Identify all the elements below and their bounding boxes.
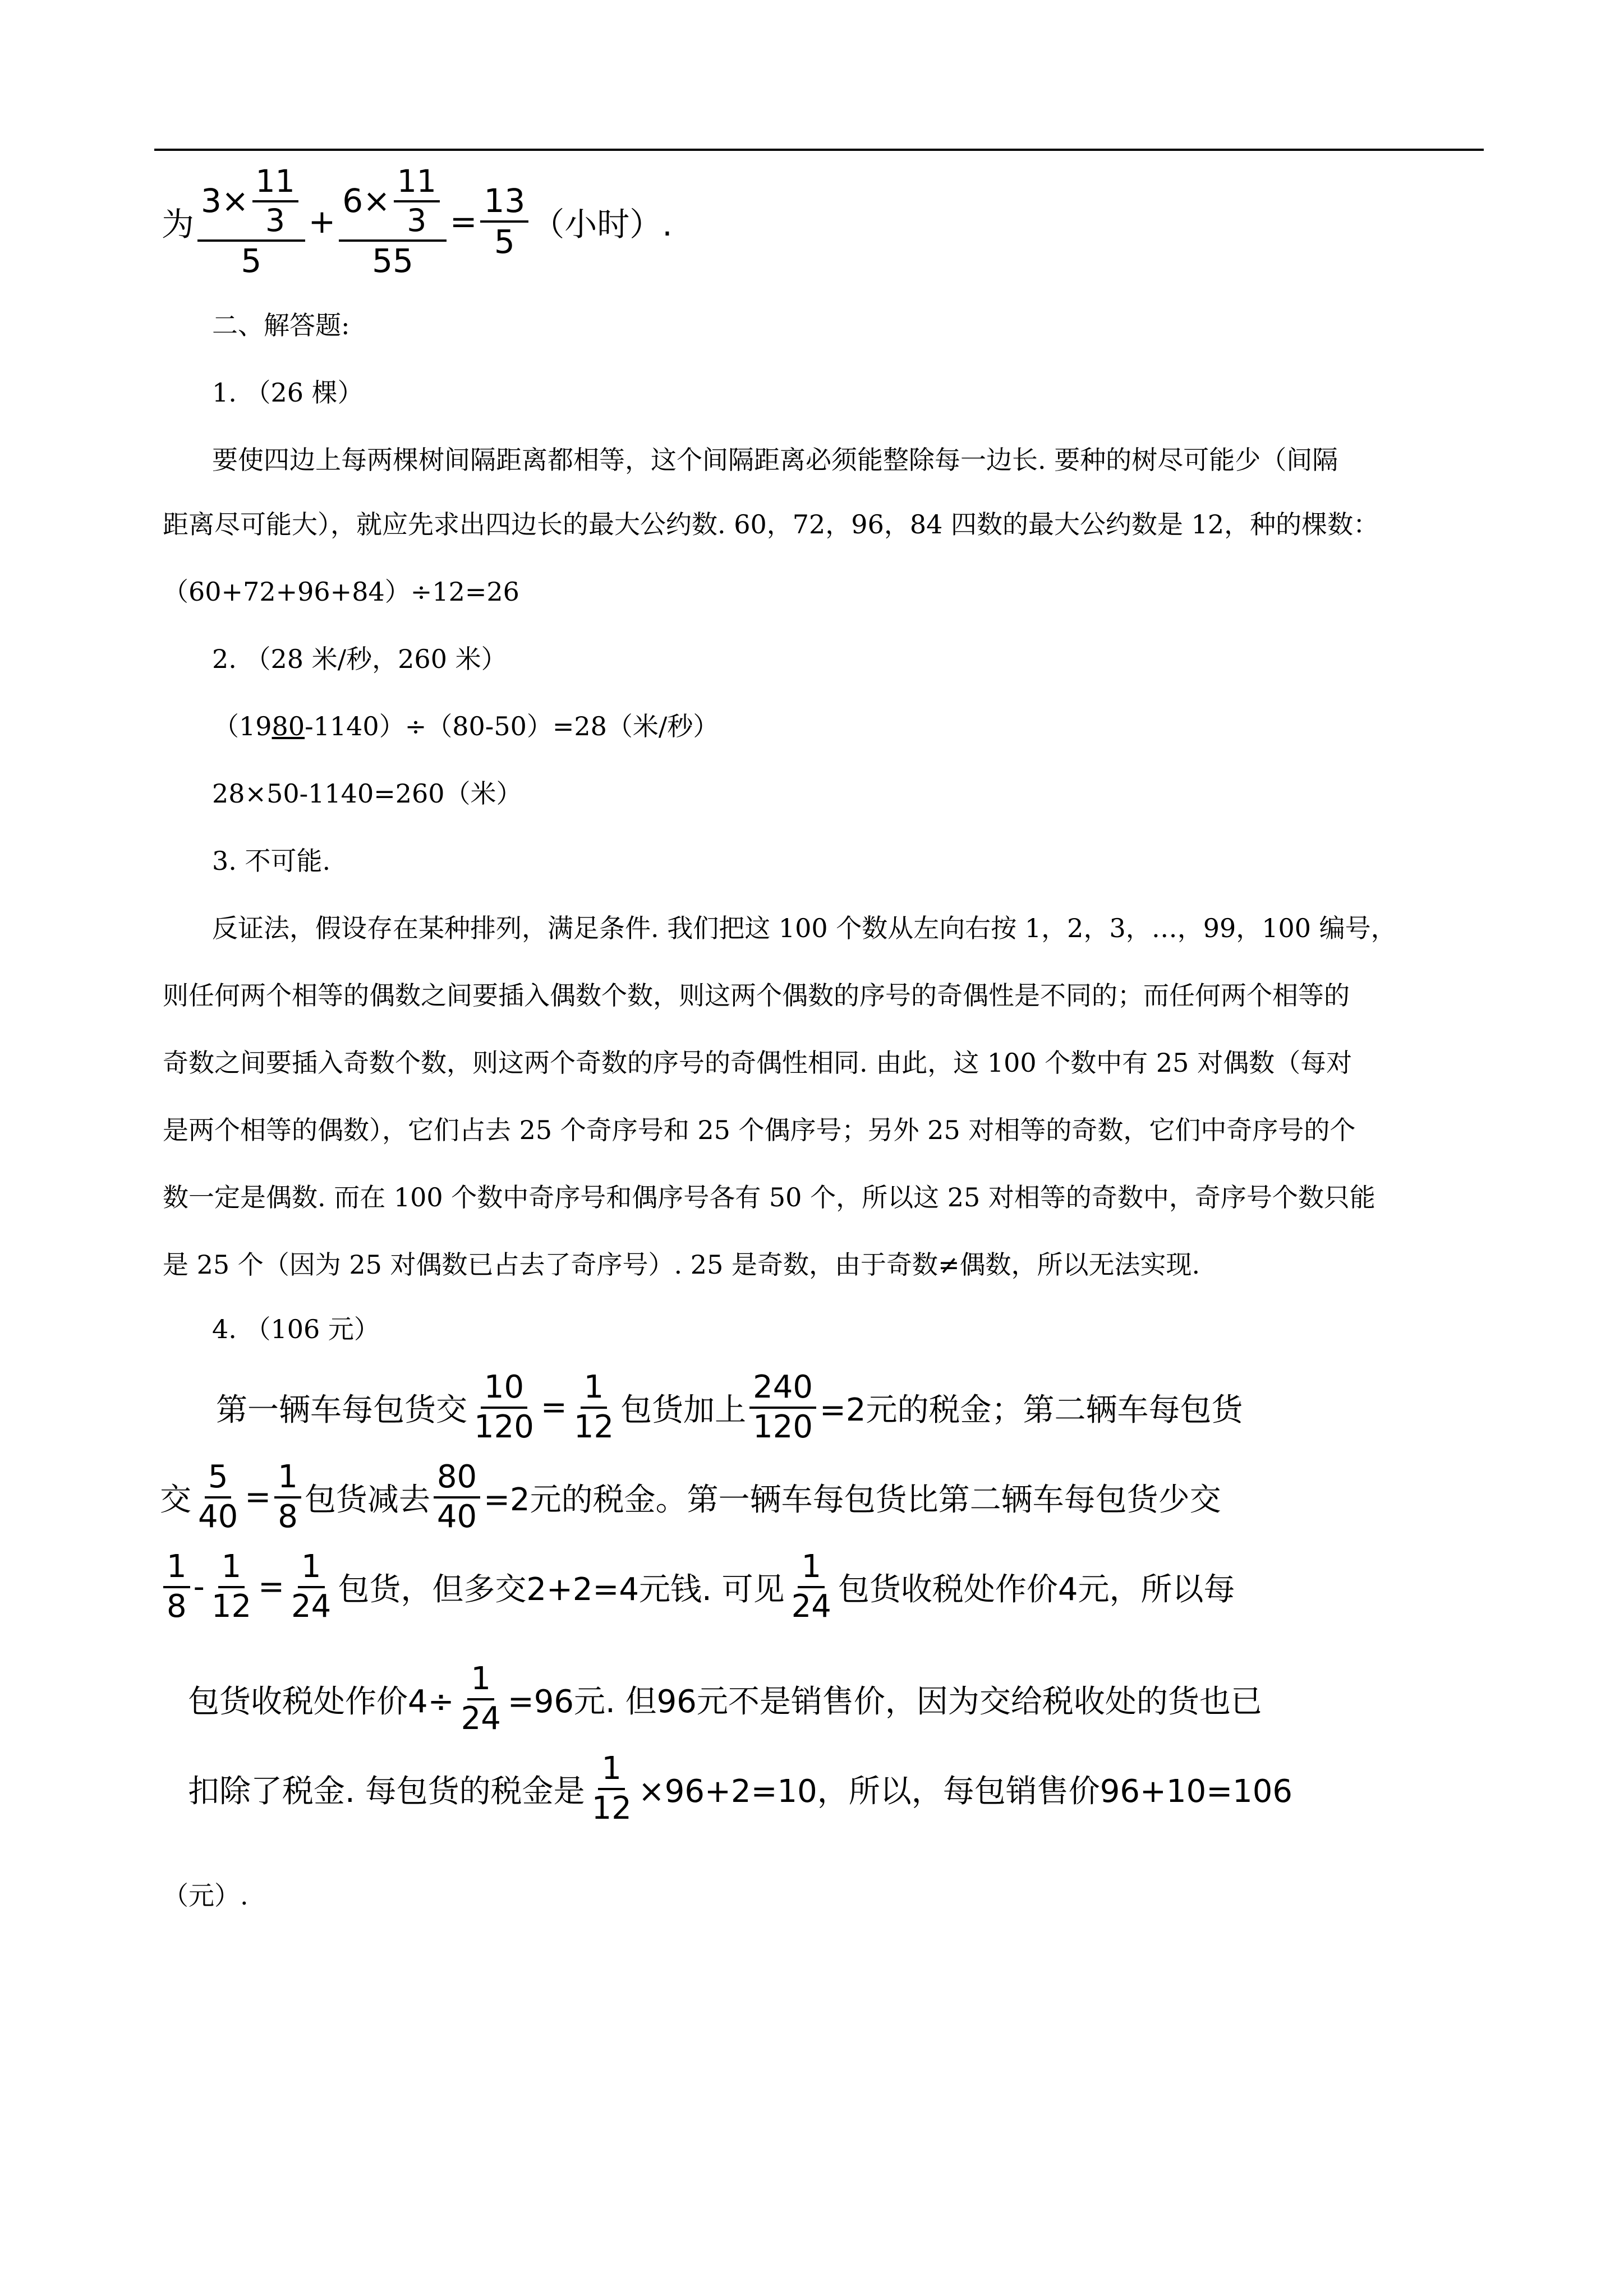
q1-text: （60+72+96+84）÷12=26 [163, 577, 519, 607]
formula-hours: 为 3× $\frac{11}{3}$ 5 + 6× $\frac{11}{3}$ 55 = $\frac{13}{5}$ （小时）. [162, 163, 673, 280]
fraction: $\frac{1}{24}$ [291, 1548, 332, 1625]
fraction: $\frac{80}{40}$ [434, 1461, 480, 1534]
q3-head: 3. 不可能. [212, 846, 331, 876]
q1-head: 1. （26 棵） [212, 377, 364, 408]
q2-line-1: （1980-1140）÷（80-50）=28（米/秒） [213, 711, 719, 741]
fraction: $\frac{1}{12}$ [591, 1750, 632, 1827]
q1-text: 要使四边上每两棵树间隔距离都相等，这个间隔距离必须能整除每一边长. 要种的树尽可能少（间隔 [212, 445, 1338, 475]
fraction: $\frac{1}{24}$ [461, 1661, 501, 1737]
fraction: 1 24 [791, 1548, 831, 1625]
fraction: $\frac{1}{12}$ [211, 1548, 252, 1625]
q3-text: 奇数之间要插入奇数个数，则这两个奇数的序号的奇偶性相同. 由此，这 100 个数中有 25 对偶数（每对 [163, 1048, 1352, 1078]
q3-text: 是两个相等的偶数），它们占去 25 个奇序号和 25 个偶序号；另外 25 对相等的奇数，它们中奇序号的个 [163, 1115, 1356, 1145]
fraction: $\frac{240}{120}$ [749, 1371, 816, 1444]
q1-text: 距离尽可能大），就应先求出四边长的最大公约数. 60，72，96，84 四数的最大公约数是 12，种的棵数： [163, 509, 1379, 540]
header-rule [154, 149, 1484, 151]
fraction: $\frac{10}{120}$ [474, 1369, 534, 1445]
fraction: 6× $\frac{11}{3}$ 55 [339, 165, 447, 278]
q3-text: 反证法，假设存在某种排列，满足条件. 我们把这 100 个数从左向右按 1，2，3，…，99，100 编号， [212, 913, 1397, 943]
q4-tail: （元）. [163, 1880, 249, 1911]
q4-formula-row: 交 $\frac{5}{40}$ = $\frac{1}{8}$ 包货减去 $\frac{80}{40}$ =2元的税金。第一辆车每包货比第二辆车每包货少交 [160, 1459, 1221, 1535]
q4-head: 4. （106 元） [212, 1314, 380, 1344]
q4-formula-row: 包货收税处作价4÷ $\frac{1}{24}$ =96元. 但96元不是销售价，因为交给税收处的货也已 [188, 1661, 1262, 1737]
fraction: 1 8 [163, 1551, 190, 1624]
fraction: $\frac{1}{12}$ [573, 1369, 614, 1445]
q3-text: 数一定是偶数. 而在 100 个数中奇序号和偶序号各有 50 个，所以这 25 对相等的奇数中，奇序号个数只能 [163, 1182, 1375, 1212]
fraction: 3× $\frac{11}{3}$ 5 [197, 165, 305, 278]
q3-text: 是 25 个（因为 25 对偶数已占去了奇序号）. 25 是奇数，由于奇数≠偶数，所以无法实现. [163, 1250, 1200, 1280]
q3-text: 则任何两个相等的偶数之间要插入偶数个数，则这两个偶数的序号的奇偶性是不同的；而任何两个相等的 [163, 980, 1350, 1011]
fraction: $\frac{5}{40}$ [198, 1459, 238, 1535]
fraction: $\frac{1}{8}$ [274, 1461, 301, 1534]
q2-head: 2. （28 米/秒，260 米） [212, 644, 507, 674]
q2-line-2: 28×50-1140=260（米） [212, 778, 522, 809]
q4-formula-row: 第一辆车每包货交 $\frac{10}{120}$ = $\frac{1}{12}$ 包货加上 $\frac{240}{120}$ =2元的税金；第二辆车每包货 [216, 1369, 1243, 1445]
q4-formula-row: 扣除了税金. 每包货的税金是 $\frac{1}{12}$ ×96+2=10，所以，每包销售价96+10=106 [188, 1750, 1293, 1827]
fraction: $\frac{13}{5}$ [480, 184, 528, 259]
section-title: 二、解答题: [212, 310, 350, 340]
q4-formula-row: 1 8 - $\frac{1}{12}$ = $\frac{1}{24}$ 包货，但多交2+2=4元钱. 可见 1 24 包货收税处作价4元，所以每 [160, 1551, 1235, 1624]
